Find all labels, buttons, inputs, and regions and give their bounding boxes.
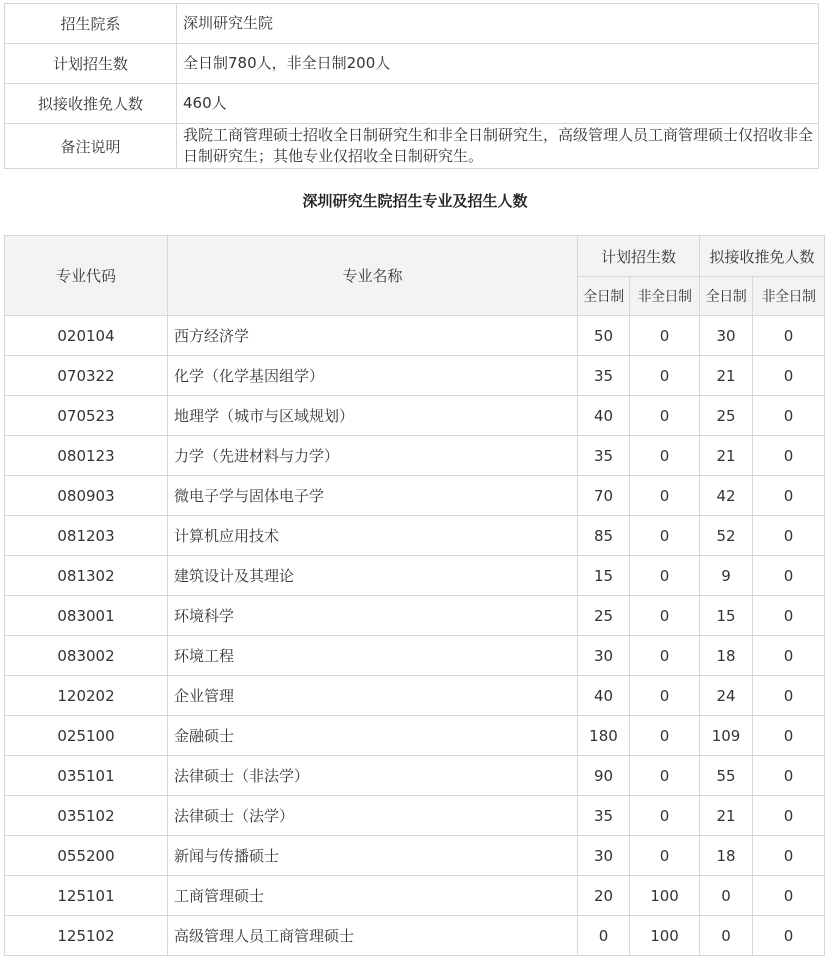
- cell-plan-full: 85: [578, 516, 630, 556]
- cell-plan-part: 0: [630, 596, 700, 636]
- table-row: [5, 476, 825, 516]
- cell-plan-part: 0: [630, 516, 700, 556]
- cell-rec-full: 15: [700, 596, 753, 636]
- info-value: 460人: [177, 84, 819, 124]
- header-plan: 计划招生数: [578, 236, 700, 277]
- cell-code: 035102: [5, 796, 168, 836]
- cell-plan-full: 25: [578, 596, 630, 636]
- table-row: [5, 916, 825, 956]
- cell-rec-part: 0: [753, 796, 825, 836]
- cell-plan-full: 35: [578, 356, 630, 396]
- cell-rec-full: 55: [700, 756, 753, 796]
- cell-rec-full: 0: [700, 876, 753, 916]
- info-value: 全日制780人，非全日制200人: [177, 44, 819, 84]
- cell-rec-full: 52: [700, 516, 753, 556]
- cell-name: 金融硕士: [168, 716, 578, 756]
- cell-rec-part: 0: [753, 596, 825, 636]
- cell-code: 081302: [5, 556, 168, 596]
- cell-plan-part: 0: [630, 356, 700, 396]
- cell-rec-full: 21: [700, 796, 753, 836]
- cell-name: 力学（先进材料与力学）: [168, 436, 578, 476]
- table-row: [5, 596, 825, 636]
- info-row: [5, 84, 819, 124]
- cell-rec-part: 0: [753, 436, 825, 476]
- cell-code: 070523: [5, 396, 168, 436]
- cell-rec-full: 21: [700, 356, 753, 396]
- cell-plan-full: 0: [578, 916, 630, 956]
- table-row: [5, 356, 825, 396]
- cell-name: 新闻与传播硕士: [168, 836, 578, 876]
- cell-plan-part: 0: [630, 316, 700, 356]
- cell-rec-part: 0: [753, 836, 825, 876]
- table-row: [5, 396, 825, 436]
- cell-code: 080123: [5, 436, 168, 476]
- info-label: 招生院系: [5, 4, 177, 44]
- cell-rec-full: 109: [700, 716, 753, 756]
- cell-plan-part: 0: [630, 796, 700, 836]
- cell-plan-full: 40: [578, 396, 630, 436]
- cell-code: 020104: [5, 316, 168, 356]
- cell-code: 055200: [5, 836, 168, 876]
- cell-plan-full: 30: [578, 636, 630, 676]
- cell-rec-part: 0: [753, 916, 825, 956]
- cell-plan-part: 0: [630, 436, 700, 476]
- cell-name: 高级管理人员工商管理硕士: [168, 916, 578, 956]
- cell-rec-full: 9: [700, 556, 753, 596]
- cell-name: 西方经济学: [168, 316, 578, 356]
- cell-rec-part: 0: [753, 516, 825, 556]
- cell-code: 120202: [5, 676, 168, 716]
- cell-rec-part: 0: [753, 756, 825, 796]
- cell-rec-part: 0: [753, 396, 825, 436]
- table-row: [5, 716, 825, 756]
- info-value: 深圳研究生院: [177, 4, 819, 44]
- cell-plan-part: 100: [630, 876, 700, 916]
- cell-plan-full: 70: [578, 476, 630, 516]
- header-name: 专业名称: [168, 236, 578, 316]
- cell-code: 080903: [5, 476, 168, 516]
- cell-plan-full: 50: [578, 316, 630, 356]
- table-row: [5, 876, 825, 916]
- table-row: [5, 676, 825, 716]
- cell-rec-part: 0: [753, 476, 825, 516]
- cell-code: 125101: [5, 876, 168, 916]
- cell-name: 法律硕士（法学）: [168, 796, 578, 836]
- cell-name: 环境工程: [168, 636, 578, 676]
- cell-name: 计算机应用技术: [168, 516, 578, 556]
- majors-table: [4, 235, 825, 956]
- cell-code: 125102: [5, 916, 168, 956]
- section-heading: 深圳研究生院招生专业及招生人数: [302, 192, 528, 210]
- cell-rec-full: 0: [700, 916, 753, 956]
- cell-plan-full: 35: [578, 436, 630, 476]
- table-row: [5, 556, 825, 596]
- cell-plan-part: 0: [630, 676, 700, 716]
- cell-name: 建筑设计及其理论: [168, 556, 578, 596]
- cell-rec-part: 0: [753, 716, 825, 756]
- cell-rec-part: 0: [753, 556, 825, 596]
- cell-rec-full: 30: [700, 316, 753, 356]
- cell-plan-full: 30: [578, 836, 630, 876]
- cell-plan-full: 40: [578, 676, 630, 716]
- header-rec-part: 非全日制: [753, 277, 825, 316]
- header-plan-full: 全日制: [578, 277, 630, 316]
- cell-rec-part: 0: [753, 356, 825, 396]
- header-recommend: 拟接收推免人数: [700, 236, 825, 277]
- table-row: [5, 316, 825, 356]
- table-row: [5, 756, 825, 796]
- cell-code: 025100: [5, 716, 168, 756]
- cell-rec-full: 42: [700, 476, 753, 516]
- cell-plan-full: 35: [578, 796, 630, 836]
- header-plan-part: 非全日制: [630, 277, 700, 316]
- table-row: [5, 636, 825, 676]
- cell-plan-full: 20: [578, 876, 630, 916]
- table-row: [5, 436, 825, 476]
- cell-name: 企业管理: [168, 676, 578, 716]
- info-value: 我院工商管理硕士招收全日制研究生和非全日制研究生，高级管理人员工商管理硕士仅招收非全日制研究生；其他专业仅招收全日制研究生。: [177, 124, 819, 169]
- cell-plan-part: 0: [630, 476, 700, 516]
- cell-rec-part: 0: [753, 676, 825, 716]
- cell-code: 081203: [5, 516, 168, 556]
- cell-name: 工商管理硕士: [168, 876, 578, 916]
- info-row: [5, 124, 819, 169]
- header-rec-full: 全日制: [700, 277, 753, 316]
- cell-plan-part: 0: [630, 756, 700, 796]
- cell-plan-part: 100: [630, 916, 700, 956]
- cell-name: 化学（化学基因组学）: [168, 356, 578, 396]
- info-table: [4, 3, 819, 169]
- cell-name: 地理学（城市与区域规划）: [168, 396, 578, 436]
- cell-rec-part: 0: [753, 636, 825, 676]
- cell-name: 法律硕士（非法学）: [168, 756, 578, 796]
- cell-rec-full: 21: [700, 436, 753, 476]
- cell-code: 035101: [5, 756, 168, 796]
- info-label: 计划招生数: [5, 44, 177, 84]
- info-label: 备注说明: [5, 124, 177, 169]
- cell-rec-part: 0: [753, 316, 825, 356]
- header-code: 专业代码: [5, 236, 168, 316]
- cell-rec-part: 0: [753, 876, 825, 916]
- cell-plan-part: 0: [630, 396, 700, 436]
- info-row: [5, 44, 819, 84]
- cell-plan-full: 90: [578, 756, 630, 796]
- cell-code: 070322: [5, 356, 168, 396]
- cell-plan-part: 0: [630, 636, 700, 676]
- table-row: [5, 836, 825, 876]
- cell-name: 微电子学与固体电子学: [168, 476, 578, 516]
- majors-body: [5, 316, 825, 956]
- cell-rec-full: 18: [700, 836, 753, 876]
- cell-code: 083002: [5, 636, 168, 676]
- cell-plan-full: 180: [578, 716, 630, 756]
- cell-plan-part: 0: [630, 716, 700, 756]
- cell-name: 环境科学: [168, 596, 578, 636]
- info-label: 拟接收推免人数: [5, 84, 177, 124]
- table-row: [5, 796, 825, 836]
- header-row: [5, 236, 825, 277]
- cell-plan-part: 0: [630, 556, 700, 596]
- info-row: [5, 4, 819, 44]
- cell-rec-full: 24: [700, 676, 753, 716]
- cell-rec-full: 18: [700, 636, 753, 676]
- cell-rec-full: 25: [700, 396, 753, 436]
- cell-plan-full: 15: [578, 556, 630, 596]
- cell-plan-part: 0: [630, 836, 700, 876]
- cell-code: 083001: [5, 596, 168, 636]
- table-row: [5, 516, 825, 556]
